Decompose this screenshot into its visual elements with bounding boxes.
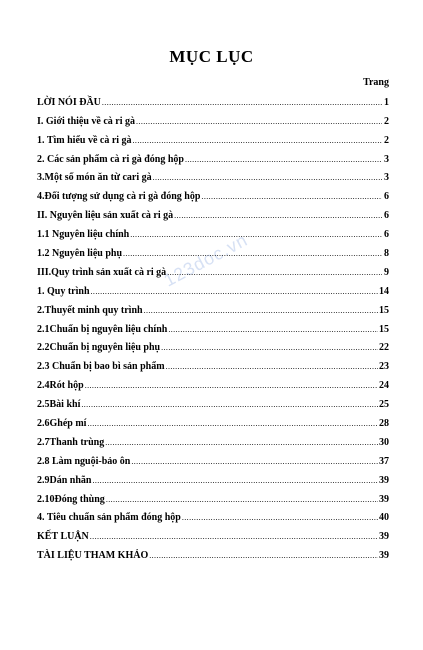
toc-dot-leader [185,154,382,166]
toc-entry-page: 24 [379,380,389,392]
page-column-header: Trang [363,77,389,88]
toc-dot-leader [131,456,378,468]
toc-entry-label: KẾT LUẬN [37,531,89,543]
toc-entry [37,147,389,166]
toc-entry-label: 2.Thuyết minh quy trình [37,304,143,316]
toc-entry [37,373,389,392]
toc-dot-leader [153,172,382,184]
toc-entry [37,128,389,147]
toc-entry-page: 30 [379,436,389,448]
toc-entry [37,411,389,430]
toc-dot-leader [92,475,378,487]
toc-entry [37,279,389,298]
toc-entry-page: 15 [379,323,389,335]
toc-dot-leader [91,286,378,298]
toc-entry-page: 1 [384,96,389,108]
toc-dot-leader [106,494,378,506]
toc-entry [37,354,389,373]
toc-entry-label: 1. Tìm hiểu về cà ri gà [37,134,132,146]
toc-entry-label: 2.10Đóng thùng [37,493,105,505]
toc-entry-page: 15 [379,304,389,316]
toc-entry-page: 25 [379,399,389,411]
toc-entry-label: TÀI LIỆU THAM KHẢO [37,550,149,562]
toc-entry-label: 1. Quy trình [37,285,90,297]
toc-entry-page: 14 [379,285,389,297]
toc-entry-label: 4. Tiêu chuẩn sản phẩm đóng hộp [37,512,181,524]
toc-entry-page: 6 [384,191,389,203]
toc-dot-leader [87,418,378,430]
toc-entry-page: 22 [379,342,389,354]
toc-entry-page: 2 [384,134,389,146]
toc-dot-leader [174,210,382,222]
toc-dot-leader [168,324,378,336]
toc-entry [37,260,389,279]
toc-entry [37,430,389,449]
toc-entry [37,184,389,203]
toc-entry-page: 3 [384,153,389,165]
toc-dot-leader [161,342,378,354]
toc-entry-page: 39 [379,474,389,486]
toc-entry [37,392,389,411]
toc-dot-leader [167,267,382,279]
toc-entry-page: 6 [384,210,389,222]
toc-entry-page: 28 [379,418,389,430]
toc-entry-page: 8 [384,248,389,260]
toc-entry-page: 39 [379,531,389,543]
toc-entry-label: 2.8 Làm nguội-bảo ôn [37,455,131,467]
toc-dot-leader [102,97,382,109]
toc-entry-label: 1.1 Nguyên liệu chính [37,229,130,241]
toc-entry-page: 39 [379,493,389,505]
toc-entry [37,222,389,241]
toc-dot-leader [149,550,378,562]
toc-entry [37,241,389,260]
toc-entry-page: 6 [384,229,389,241]
toc-entry-label: 2.6Ghép mí [37,418,87,430]
toc-dot-leader [90,531,378,543]
toc-entry [37,543,389,562]
toc-entry [37,487,389,506]
toc-entry-label: LỜI NÓI ĐẦU [37,96,101,108]
toc-entry [37,468,389,487]
toc-entry-page: 3 [384,172,389,184]
toc-entry-label: 2.2Chuẩn bị nguyên liệu phụ [37,342,161,354]
toc-dot-leader [136,116,382,128]
toc-entry-label: 4.Đối tượng sử dụng cà ri gà đóng hộp [37,191,201,203]
toc-entry-label: 2.1Chuẩn bị nguyên liệu chính [37,323,168,335]
toc-entry-page: 23 [379,361,389,373]
toc-dot-leader [85,380,378,392]
toc-entry-label: 2.4Rót hộp [37,380,84,392]
toc-entry-page: 40 [379,512,389,524]
toc-entry [37,506,389,525]
toc-entry [37,449,389,468]
toc-entry-label: 1.2 Nguyên liệu phụ [37,248,123,260]
table-of-contents [37,90,389,562]
toc-dot-leader [123,248,382,260]
toc-entry-label: II. Nguyên liệu sản xuất cà ri gà [37,210,174,222]
toc-title: MỤC LỤC [169,47,254,66]
toc-entry-page: 37 [379,455,389,467]
toc-entry [37,317,389,336]
toc-entry-label: 3.Một số món ăn từ cari gà [37,172,152,184]
watermark: 123doc.vn [160,229,252,291]
toc-dot-leader [105,437,378,449]
toc-entry [37,166,389,185]
toc-entry-label: 2. Các sản phẩm cà ri gà đóng hộp [37,153,184,165]
toc-dot-leader [81,399,378,411]
toc-entry-page: 2 [384,115,389,127]
toc-entry-label: 2.3 Chuẩn bị bao bì sản phẩm [37,361,165,373]
toc-entry-label: 2.5Bài khí [37,399,81,411]
toc-entry-label: I. Giới thiệu về cà ri gà [37,115,136,127]
toc-entry [37,90,389,109]
toc-entry-label: III.Quy trình sản xuất cà ri gà [37,266,167,278]
toc-entry-label: 2.7Thanh trùng [37,436,105,448]
toc-entry-label: 2.9Dán nhãn [37,474,92,486]
toc-dot-leader [201,191,382,203]
toc-entry [37,524,389,543]
toc-dot-leader [130,229,382,241]
toc-entry [37,336,389,355]
toc-dot-leader [133,135,382,147]
toc-dot-leader [182,512,378,524]
toc-entry [37,298,389,317]
toc-dot-leader [166,361,378,373]
toc-entry-page: 9 [384,266,389,278]
toc-entry-page: 39 [379,550,389,562]
toc-entry [37,109,389,128]
toc-dot-leader [144,305,378,317]
toc-entry [37,203,389,222]
